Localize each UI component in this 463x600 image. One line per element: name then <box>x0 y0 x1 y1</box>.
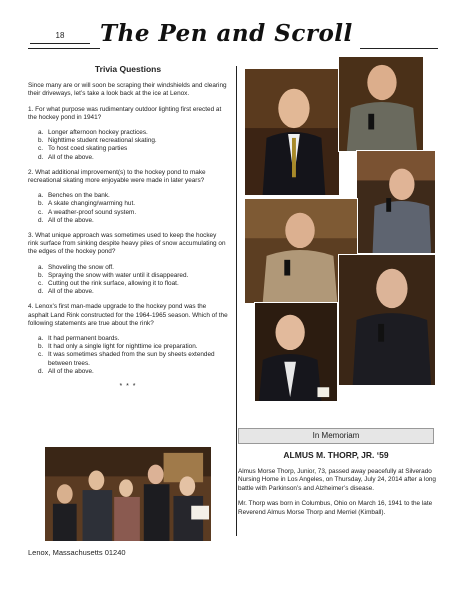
option <box>38 217 228 225</box>
trivia-intro: Since many are or will soon be scraping their windshields and clearing their driveways, let’s take a look back at the ice at Lenox. <box>28 82 227 98</box>
option-text: All of the above. <box>48 367 94 375</box>
header-rule-right <box>360 48 438 49</box>
option-letter: a. <box>38 335 44 343</box>
masthead-title <box>100 20 353 47</box>
option-letter: a. <box>38 129 44 137</box>
photo-man-with-microphone-2 <box>338 56 424 152</box>
option-text: Cutting out the rink surface, allowing it to float. <box>48 280 179 288</box>
option-letter: d. <box>38 288 44 296</box>
question-3: 3. What unique approach was sometimes used to keep the hockey rink surface from sinking despite heavy piles of snow accumulating on the edges of the hockey pond? <box>28 232 226 256</box>
option-letter: d. <box>38 367 44 375</box>
option-letter: a. <box>38 263 44 271</box>
group-photo <box>44 446 212 542</box>
option <box>38 264 228 272</box>
option <box>38 272 228 280</box>
column-divider <box>236 66 237 536</box>
option-text: Benches on the bank. <box>48 192 110 200</box>
masthead-text: The Pen and Scroll <box>100 20 353 47</box>
option <box>38 154 228 162</box>
question-4-options <box>28 335 228 376</box>
header-rule-left <box>28 48 100 49</box>
trivia-section <box>28 65 228 391</box>
question-3-options <box>28 264 228 297</box>
option-text: A skate changing/warming hut. <box>48 200 136 208</box>
option-letter: c. <box>38 145 43 153</box>
option <box>38 145 228 153</box>
option <box>38 288 228 296</box>
option <box>38 335 228 343</box>
option-letter: d. <box>38 153 44 161</box>
option <box>38 192 228 200</box>
option-text: It was sometimes shaded from the sun by sheets extended between trees. <box>48 351 215 367</box>
memoriam-name: ALMUS M. THORP, JR. ‘59 <box>283 450 389 460</box>
option-letter: b. <box>38 200 44 208</box>
section-separator: * * * <box>119 383 137 391</box>
option-letter: c. <box>38 351 43 359</box>
option <box>38 137 228 145</box>
option-text: To host coed skating parties <box>48 145 128 153</box>
option <box>38 280 228 288</box>
memoriam-paragraph-1: Almus Morse Thorp, Junior, 73, passed away peacefully at Silverado Nursing Home in Los Angeles, on Thursday, July 24, 2014 after a long battle with Parkinson’s and Alzheimer’s disease. <box>238 468 436 492</box>
option-letter: a. <box>38 192 44 200</box>
option <box>38 343 228 351</box>
option-letter: d. <box>38 216 44 224</box>
memoriam-text <box>238 468 438 524</box>
option-text: All of the above. <box>48 288 94 296</box>
option-text: A weather-proof sound system. <box>48 208 137 216</box>
option-letter: c. <box>38 280 43 288</box>
option <box>38 368 228 376</box>
question-4: 4. Lenox’s first man-made upgrade to the hockey pond was the asphalt Land Rink constructed for the 1964-1965 season. Which of the following statements are true about the rink? <box>28 303 228 327</box>
option-text: All of the above. <box>48 216 94 224</box>
option-text: Shoveling the snow off. <box>48 263 114 271</box>
memoriam-banner: In Memoriam <box>238 428 434 444</box>
trivia-title: Trivia Questions <box>94 64 162 74</box>
footer-address: Lenox, Massachusetts 01240 <box>28 548 126 557</box>
option-text: Longer afternoon hockey practices. <box>48 129 148 137</box>
option <box>38 351 228 367</box>
option <box>38 200 228 208</box>
option-text: It had only a single light for nighttime ice preparation. <box>48 343 198 351</box>
question-1-options <box>28 129 228 162</box>
photo-man-with-microphone-3 <box>356 150 436 254</box>
option-text: It had permanent boards. <box>48 335 120 343</box>
option-letter: c. <box>38 208 43 216</box>
question-2-options <box>28 192 228 225</box>
option-letter: b. <box>38 271 44 279</box>
photo-man-with-microphone-6 <box>254 302 338 402</box>
option-text: All of the above. <box>48 153 94 161</box>
option <box>38 129 228 137</box>
photo-man-with-microphone-1 <box>244 68 340 196</box>
option-letter: b. <box>38 137 44 145</box>
question-2: 2. What additional improvement(s) to the hockey pond to make recreational skating more enjoyable were made in later years? <box>28 168 206 185</box>
option-text: Spraying the snow with water until it disappeared. <box>48 271 189 279</box>
memoriam-paragraph-2: Mr. Thorp was born in Columbus, Ohio on March 16, 1941 to the late Reverend Almus Morse Thorp and Merriel (Kimball). <box>238 500 433 516</box>
option <box>38 209 228 217</box>
photo-man-with-microphone-5 <box>338 254 436 386</box>
page-number: 18 <box>30 31 90 44</box>
question-1: 1. For what purpose was rudimentary outdoor lighting first erected at the hockey pond in 1941? <box>28 105 222 121</box>
option-letter: b. <box>38 343 44 351</box>
option-text: Nighttime student recreational skating. <box>48 137 157 145</box>
